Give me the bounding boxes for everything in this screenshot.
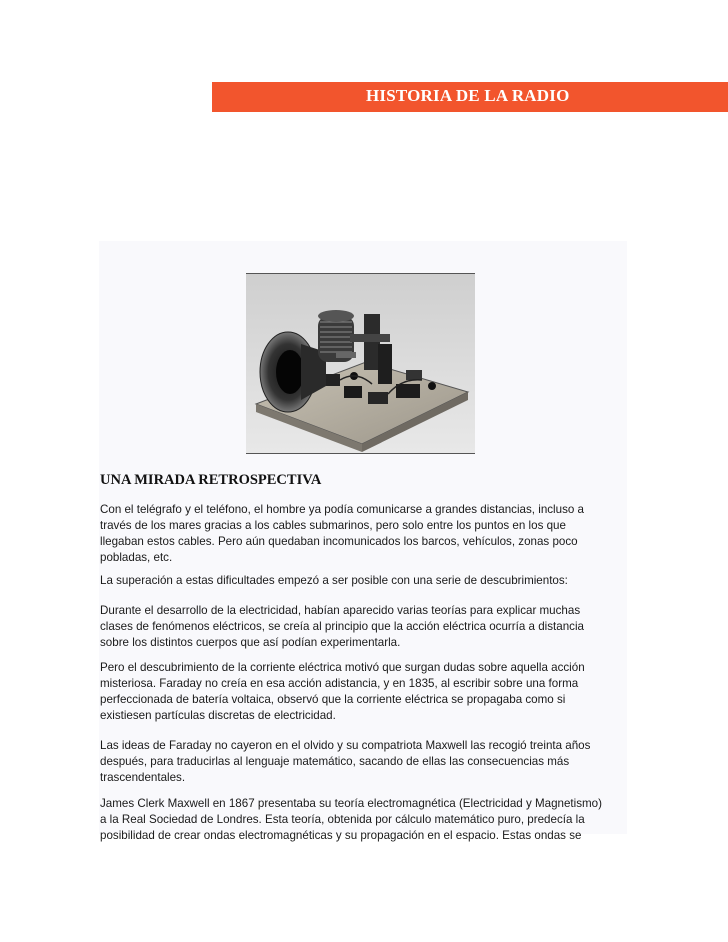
paragraph-line: llegaban estos cables. Pero aún quedaban incomunicados los barcos, vehículos, zonas poco [100, 535, 578, 548]
paragraph-line: La superación a estas dificultades empezó a ser posible con una serie de descubrimientos: [100, 574, 568, 587]
paragraph-line: posibilidad de crear ondas electromagnéticas y su propagación en el espacio. Estas ondas se [100, 829, 582, 842]
article-content [99, 241, 627, 842]
paragraph-line: misteriosa. Faraday no creía en esa acción adistancia, y en 1835, al escribir sobre una forma [100, 677, 579, 690]
page-title: HISTORIA DE LA RADIO [366, 86, 570, 105]
paragraph-line: a la Real Sociedad de Londres. Esta teoría, obtenida por cálculo matemático puro, predecía la [100, 813, 585, 826]
radio-receiver-illustration [246, 274, 475, 453]
paragraph-4 [100, 660, 628, 724]
paragraph-line: Las ideas de Faraday no cayeron en el olvido y su compatriota Maxwell las recogió treinta años [100, 739, 591, 752]
paragraph-line: James Clerk Maxwell en 1867 presentaba su teoría electromagnética (Electricidad y Magnetismo) [100, 797, 602, 810]
paragraph-2 [100, 573, 628, 589]
paragraph-line: pobladas, etc. [100, 551, 173, 564]
section-title: UNA MIRADA RETROSPECTIVA [100, 472, 322, 488]
paragraph-line: trascendentales. [100, 771, 186, 784]
paragraph-5 [100, 738, 628, 786]
paragraph-line: Durante el desarrollo de la electricidad, habían aparecido varias teorías para explicar muchas [100, 604, 581, 617]
paragraph-line: después, para traducirlas al lenguaje matemático, sacando de ellas las consecuencias más [100, 755, 570, 768]
radio-receiver-photo [246, 273, 475, 454]
paragraph-1 [100, 502, 628, 566]
paragraph-line: Pero el descubrimiento de la corriente eléctrica motivó que surgan dudas sobre aquella acción [100, 661, 585, 674]
paragraph-line: perfeccionada de batería voltaica, observó que la corriente eléctrica se propagaba como si [100, 693, 566, 706]
paragraph-line: sobre los distintos cuerpos que así podían experimentarla. [100, 636, 401, 649]
paragraph-line: través de los mares gracias a los cables submarinos, pero solo entre los puntos en los que [100, 519, 566, 532]
paragraph-6 [100, 796, 628, 844]
paragraph-line: clases de fenómenos eléctricos, se creía al principio que la acción eléctrica ocurría a distancia [100, 620, 584, 633]
paragraph-line: existiesen partículas discretas de electricidad. [100, 709, 336, 722]
paragraph-line: Con el telégrafo y el teléfono, el hombre ya podía comunicarse a grandes distancias, incluso a [100, 503, 584, 516]
paragraph-3 [100, 603, 628, 651]
